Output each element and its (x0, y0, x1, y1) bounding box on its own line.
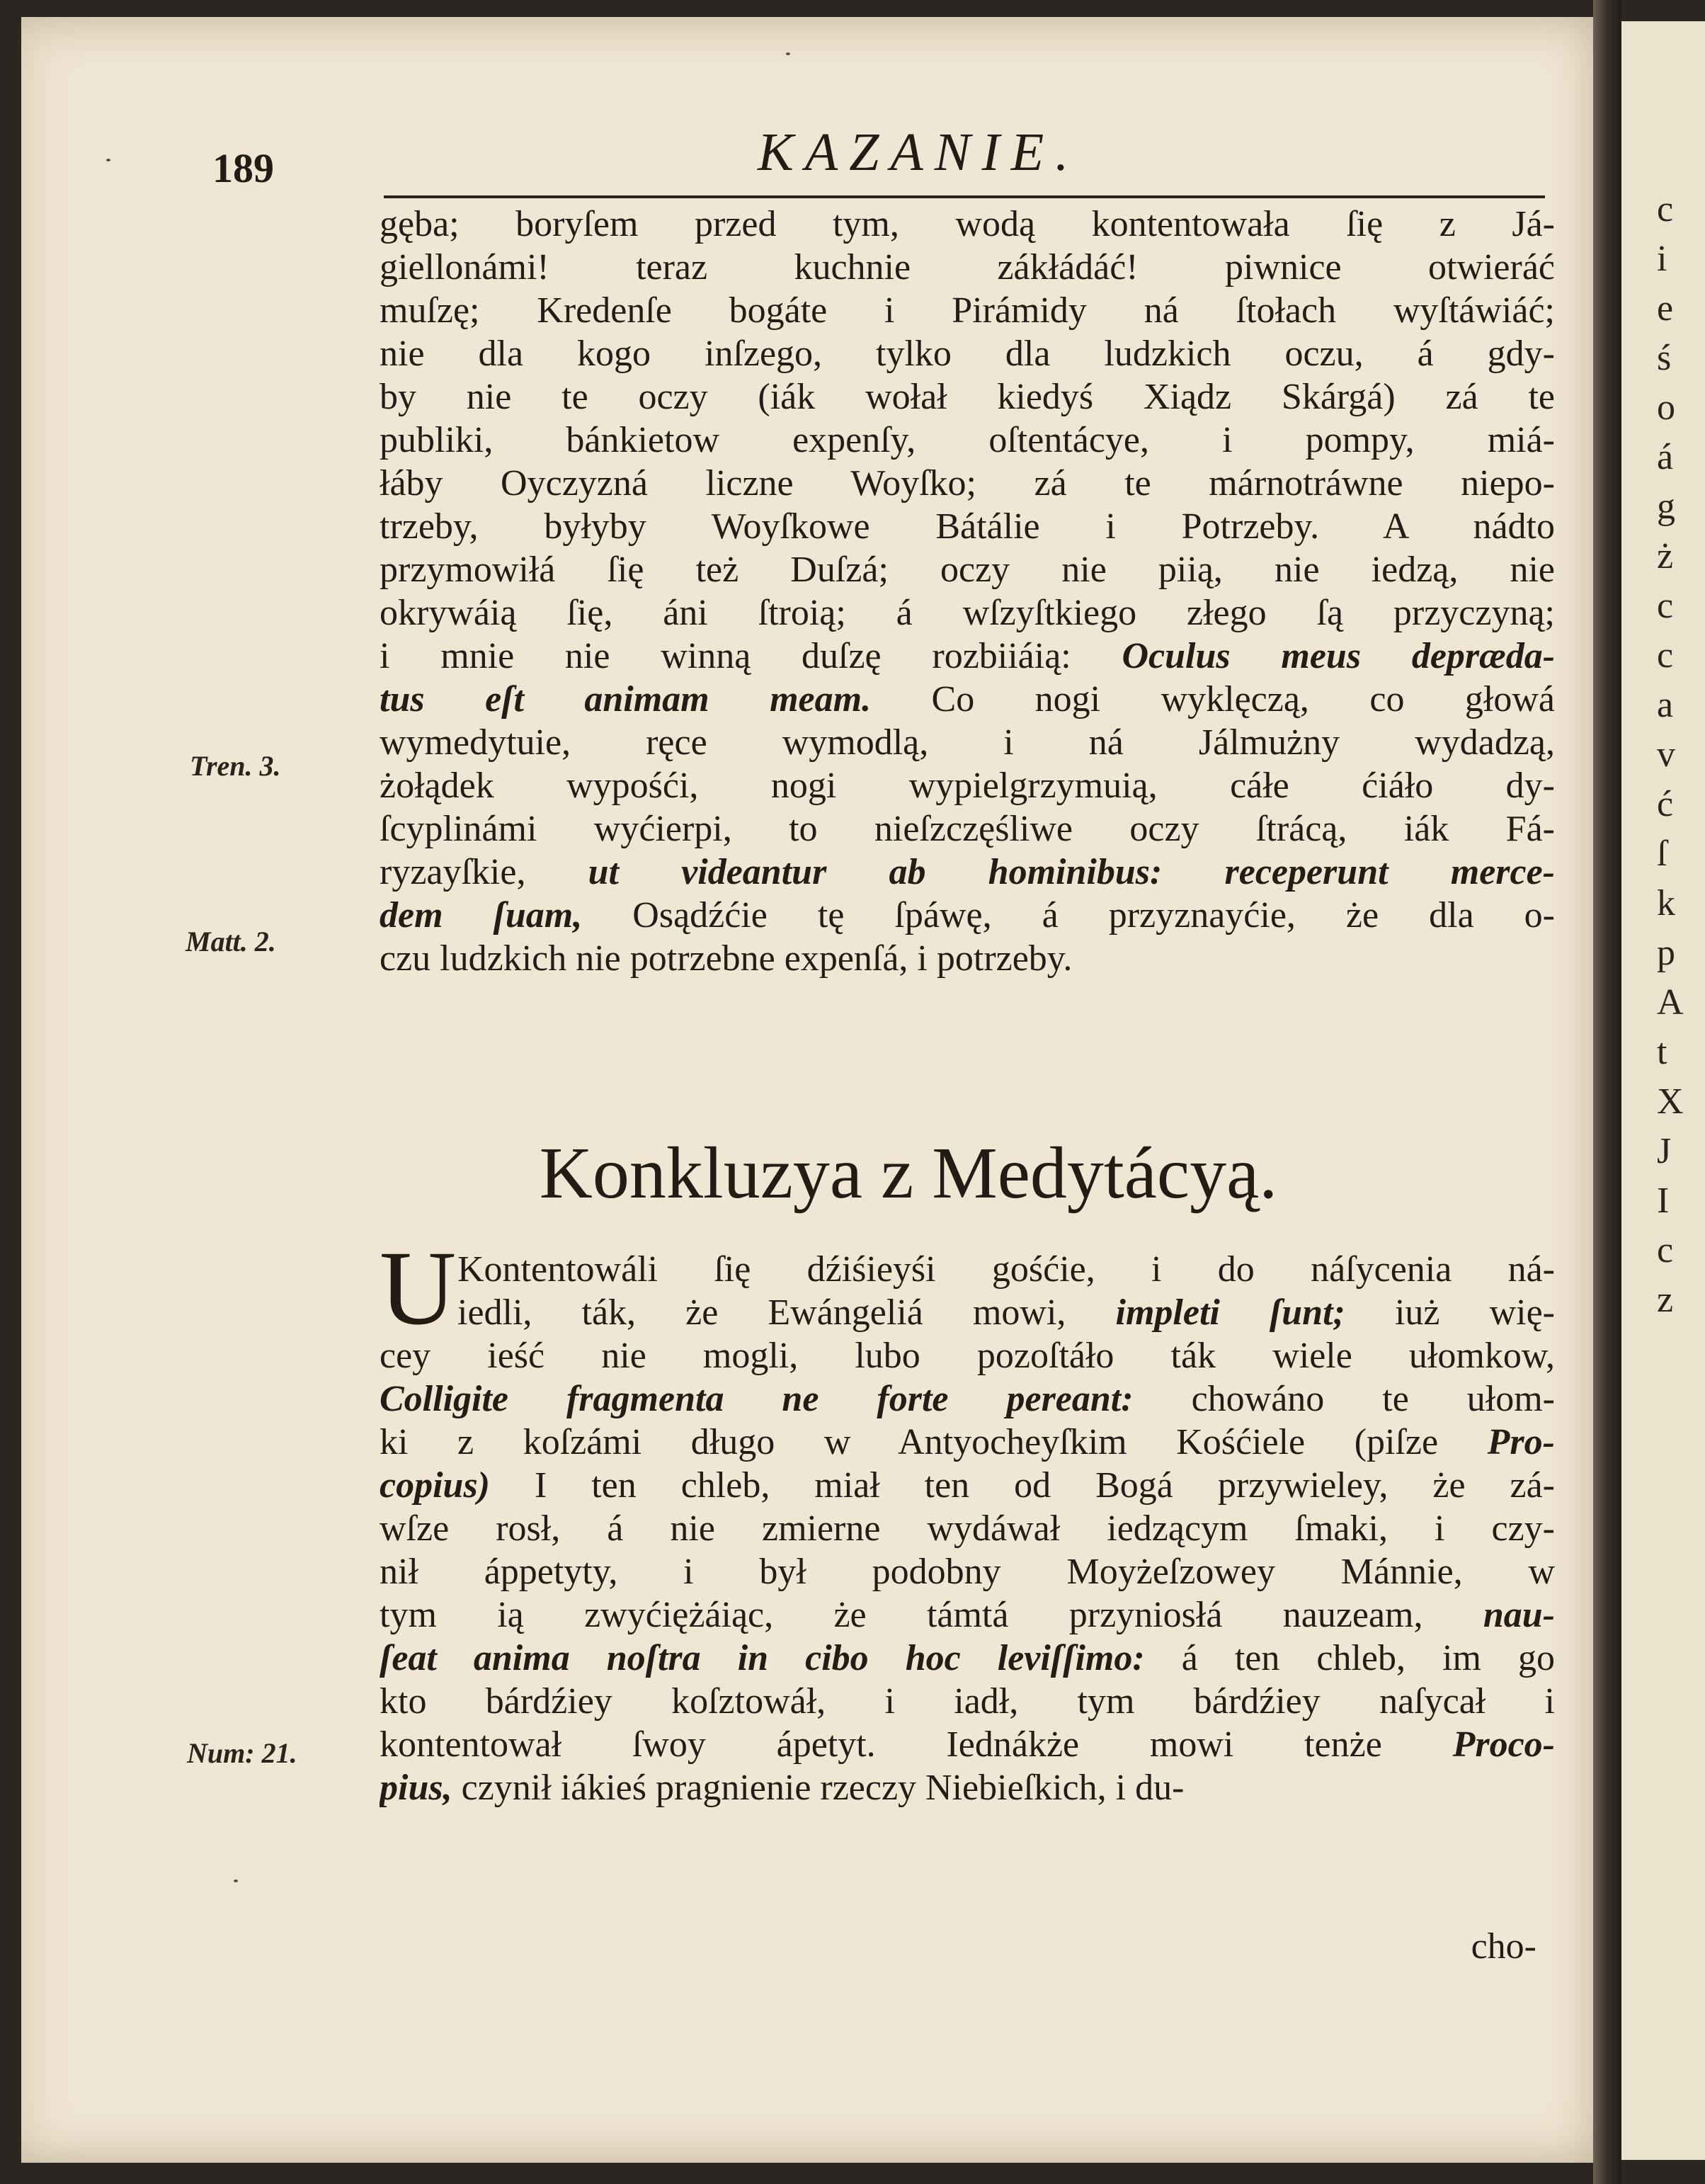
text-run: czynił iákieś pragnienie rzeczy Niebieſkich, i du- (452, 1768, 1185, 1808)
text-run: żołądek wypośći, nogi wypielgrzymuią, cáłe ćiáło dy- (380, 766, 1555, 806)
text-run: kto bárdźiey koſztowáł, i iadł, tym bárdźiey naſycał i (380, 1681, 1555, 1722)
facing-page-letter: t (1657, 1032, 1667, 1072)
text-run: okrywáią ſię, áni ſtroią; á wſzyſtkiego złego ſą przyczyną; (380, 593, 1555, 633)
catchword: cho- (1471, 1926, 1536, 1967)
latin-quote: tus eſt animam meam. (380, 679, 872, 720)
text-run: łáby Oyczyzná liczne Woyſko; zá te márnotráwne niepo- (380, 463, 1555, 504)
text-run: Kontentowáli ſię dźiśieyśi gośćie, i do náſycenia ná- (457, 1249, 1555, 1290)
facing-page-letter: á (1657, 437, 1674, 477)
text-line (380, 419, 1555, 462)
text-run: trzeby, byłyby Woyſkowe Bátálie i Potrzeby. A nádto (380, 506, 1555, 547)
latin-quote: impleti ſunt; (1115, 1292, 1345, 1333)
text-run: wymedytuie, ręce wymodlą, i ná Jálmużny wydadzą, (380, 722, 1555, 763)
facing-page-letter: p (1657, 933, 1675, 973)
latin-quote: Pro- (1487, 1422, 1555, 1462)
paragraph-1 (380, 203, 1555, 980)
text-run: nie dla kogo inſzego, tylko dla ludzkich oczu, á gdy- (380, 334, 1555, 374)
text-line (380, 246, 1555, 289)
text-line (380, 1421, 1555, 1464)
text-line (380, 1334, 1555, 1377)
facing-page-letter: a (1657, 685, 1674, 725)
latin-quote: ut videantur ab hominibus: receperunt merce- (588, 852, 1555, 892)
latin-quote: copius) (380, 1465, 490, 1506)
text-run: cey ieść nie mogli, lubo pozoſtáło ták wiele ułomkow, (380, 1336, 1555, 1376)
facing-page-letter: J (1657, 1131, 1672, 1171)
text-line (380, 375, 1555, 419)
text-line (380, 937, 1555, 980)
text-line (380, 678, 1555, 721)
text-line (380, 764, 1555, 807)
facing-page-letter: ć (1657, 784, 1674, 824)
text-run: gęba; boryſem przed tym, wodą kontentowała ſię z Já- (380, 204, 1555, 244)
facing-page-letter: ś (1657, 338, 1672, 378)
facing-page-letter: v (1657, 734, 1675, 775)
text-line (380, 851, 1555, 894)
margin-note-matt: Matt. 2. (186, 926, 276, 957)
latin-quote: Oculus meus depræda- (1122, 636, 1555, 676)
facing-page-letter: c (1657, 189, 1674, 229)
text-run: ki z koſzámi długo w Antyocheyſkim Kośćiele (piſze (380, 1422, 1488, 1462)
facing-page-letter: g (1657, 487, 1675, 527)
section-heading: Konkluzya z Medytácyą. (539, 1132, 1278, 1214)
text-run: Co nogi wyklęczą, co głowá (871, 679, 1555, 720)
latin-quote: Colligite fragmenta ne forte pereant: (380, 1379, 1134, 1419)
text-line (380, 1550, 1555, 1593)
header-rule (384, 195, 1545, 198)
text-run: iuż wię- (1345, 1292, 1555, 1333)
margin-note-num: Num: 21. (187, 1737, 297, 1769)
running-title: KAZANIE. (758, 123, 1080, 182)
book-gutter (1593, 0, 1621, 2184)
text-run: przymowiłá ſię też Duſzá; oczy nie piią, nie iedzą, nie (380, 550, 1555, 590)
facing-page-letter: c (1657, 1230, 1674, 1270)
text-run: muſzę; Kredenſe bogáte i Pirámidy ná ſtołach wyſtáwiáć; (380, 290, 1555, 331)
text-run: I ten chleb, miał ten od Bogá przywieley, że zá- (490, 1465, 1555, 1506)
latin-quote: pius, (380, 1768, 452, 1808)
text-run: ſcyplinámi wyćierpi, to nieſzczęśliwe oczy ſtrácą, iák Fá- (380, 809, 1555, 849)
text-line (380, 1766, 1555, 1809)
text-run: kontentował ſwoy ápetyt. Iednákże mowi tenże (380, 1724, 1453, 1765)
facing-page-letter: o (1657, 387, 1675, 428)
facing-page-letter: c (1657, 635, 1674, 676)
text-line (380, 1507, 1555, 1550)
facing-page-letter: ſ (1657, 834, 1667, 874)
text-line (380, 1593, 1555, 1637)
text-run: á ten chleb, im go (1144, 1638, 1555, 1678)
text-run: giellonámi! teraz kuchnie zákłádáć! piwnice otwieráć (380, 247, 1555, 288)
text-line (380, 635, 1555, 678)
text-line (380, 462, 1555, 505)
facing-page-letter: A (1657, 982, 1684, 1023)
text-line (380, 807, 1555, 851)
text-line (380, 591, 1555, 635)
facing-page-letter: ż (1657, 536, 1674, 576)
facing-page-letter: i (1657, 239, 1667, 279)
text-run: Osądźćie tę ſpáwę, á przyznayćie, że dla o- (582, 895, 1555, 935)
text-line (380, 1464, 1555, 1507)
text-line (380, 1377, 1555, 1421)
text-run: i mnie nie winną duſzę rozbiiáią: (380, 636, 1122, 676)
paper-speck (786, 52, 790, 55)
facing-page-letter: z (1657, 1280, 1674, 1320)
catchword-line (1296, 1925, 1536, 1968)
text-run: by nie te oczy (iák wołał kiedyś Xiądz Skárgá) zá te (380, 377, 1555, 417)
text-run: ryzayſkie, (380, 852, 588, 892)
text-line (380, 1723, 1555, 1766)
text-run: tym ią zwyćiężáiąc, że támtá przyniosłá nauzeam, (380, 1595, 1483, 1635)
paper-speck (106, 159, 110, 161)
text-line (380, 203, 1555, 246)
text-run: czu ludzkich nie potrzebne expenſá, i potrzeby. (380, 938, 1073, 979)
paper-speck (234, 1879, 238, 1882)
paragraph-2 (380, 1248, 1555, 1809)
text-line (380, 1680, 1555, 1723)
facing-page-letter: c (1657, 586, 1674, 626)
text-run: chowáno te ułom- (1133, 1379, 1555, 1419)
text-run: nił áppetyty, i był podobny Moyżeſzowey Mánnie, w (380, 1552, 1555, 1592)
text-line (380, 289, 1555, 332)
facing-page-letter: I (1657, 1181, 1670, 1221)
text-run: publiki, bánkietow expenſy, oſtentácye, i pompy, miá- (380, 420, 1555, 460)
latin-quote: nau- (1483, 1595, 1555, 1635)
text-line (380, 1248, 1555, 1291)
text-line (380, 1637, 1555, 1680)
text-run: iedli, ták, że Ewángeliá mowi, (457, 1292, 1116, 1333)
text-line (380, 721, 1555, 764)
drop-cap: U (380, 1229, 457, 1347)
text-line (380, 894, 1555, 937)
margin-note-tren: Tren. 3. (190, 750, 281, 782)
facing-page-letter: X (1657, 1081, 1684, 1122)
text-line (380, 505, 1555, 548)
page-number: 189 (212, 145, 274, 191)
book-page (21, 17, 1612, 2163)
facing-page-edge (1621, 21, 1705, 2160)
facing-page-letter: k (1657, 883, 1675, 923)
text-line (380, 548, 1555, 591)
facing-page-letter: e (1657, 288, 1674, 329)
text-run: wſze rosł, á nie zmierne wydáwał iedzącym ſmaki, i czy- (380, 1508, 1555, 1549)
latin-quote: ſeat anima noſtra in cibo hoc leviſſimo: (380, 1638, 1145, 1678)
latin-quote: dem ſuam, (380, 895, 583, 935)
text-line (380, 1291, 1555, 1334)
latin-quote: Proco- (1452, 1724, 1555, 1765)
text-line (380, 332, 1555, 375)
